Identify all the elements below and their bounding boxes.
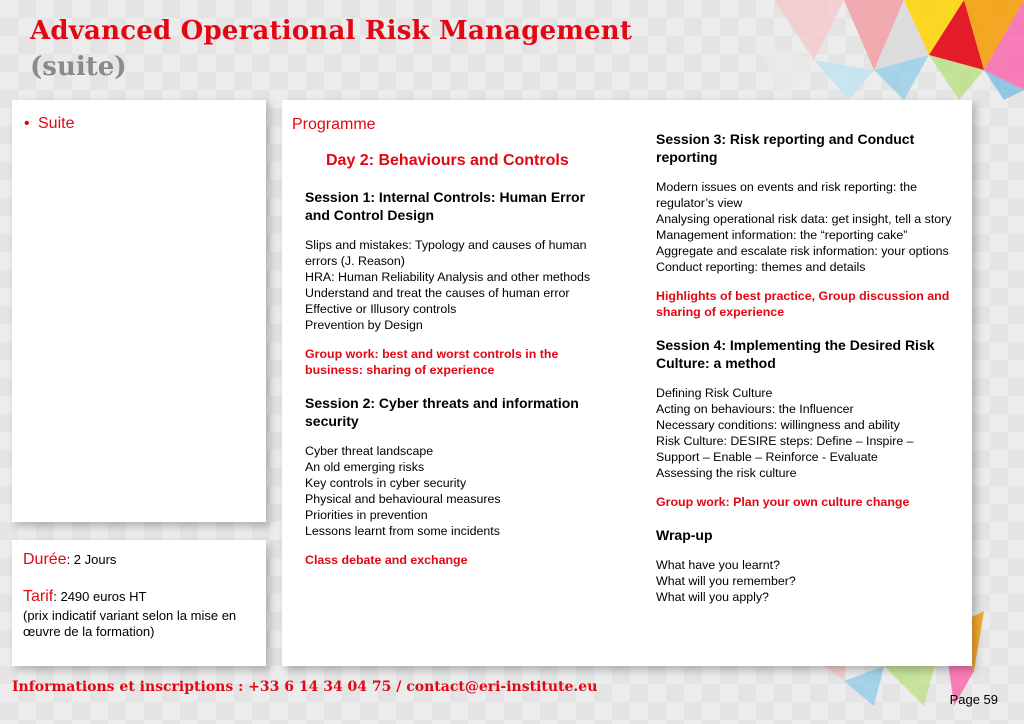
session-title: Session 4: Implementing the Desired Risk Culture: a method [656,337,935,371]
tarif-line [23,589,146,604]
session-items [305,237,605,333]
list-item: Cyber threat landscape [305,444,434,458]
list-item: Management information: the “reporting cake” [656,228,908,242]
list-item: Assessing the risk culture [656,466,797,480]
suite-label: Suite [38,115,75,132]
list-item: Modern issues on events and risk reporting: the regulator’s view [656,180,918,210]
programme-panel [282,100,972,666]
session-items [656,557,954,605]
page-number: Page 59 [949,692,998,707]
list-item: Understand and treat the causes of human error [305,286,570,300]
list-item: Conduct reporting: themes and details [656,260,866,274]
session-highlight: Group work: best and worst controls in the business: sharing of experience [305,347,559,377]
programme-right-column [656,130,954,618]
session-block [656,336,954,510]
session-block [656,130,954,320]
duree-value: : 2 Jours [66,552,117,567]
session-title: Session 2: Cyber threats and information security [305,395,579,429]
list-item: What will you apply? [656,590,769,604]
page-subtitle: (suite) [30,52,127,82]
left-panel [12,100,266,522]
list-item: Aggregate and escalate risk information: your options [656,244,949,258]
session-highlight: Class debate and exchange [305,553,468,567]
duree-line [23,552,116,567]
list-item: Slips and mistakes: Typology and causes of human errors (J. Reason) [305,238,587,268]
day-title: Day 2: Behaviours and Controls [326,152,569,169]
session-title: Session 1: Internal Controls: Human Error and Control Design [305,189,586,223]
contact-footer: Informations et inscriptions : +33 6 14 34 04 75 / contact@eri-institute.eu [12,679,598,695]
tarif-note-line-2: œuvre de la formation) [23,624,155,639]
session-highlight: Group work: Plan your own culture change [656,495,910,509]
session-items [656,179,954,275]
list-item: Prevention by Design [305,318,423,332]
list-item: Priorities in prevention [305,508,428,522]
list-item: What have you learnt? [656,558,780,572]
list-item: Acting on behaviours: the Influencer [656,402,854,416]
info-panel [12,540,266,666]
session-highlight: Highlights of best practice, Group discussion and sharing of experience [656,289,950,319]
page-title: Advanced Operational Risk Management [30,16,633,46]
list-item: Defining Risk Culture [656,386,773,400]
suite-bullet-item [24,115,74,133]
tarif-label: Tarif [23,588,54,605]
list-item: Key controls in cyber security [305,476,467,490]
bullet-icon: • [24,115,30,132]
decorative-polygon-art-top [754,0,1024,100]
session-title: Wrap-up [656,527,713,543]
session-block [305,394,605,568]
list-item: What will you remember? [656,574,796,588]
session-block [656,526,954,605]
list-item: Analysing operational risk data: get insight, tell a story [656,212,952,226]
programme-left-column [305,188,605,584]
list-item: Physical and behavioural measures [305,492,501,506]
list-item: Effective or Illusory controls [305,302,457,316]
programme-heading: Programme [292,116,376,133]
session-items [305,443,605,539]
list-item: Necessary conditions: willingness and ability [656,418,900,432]
tarif-note-line-1: (prix indicatif variant selon la mise en [23,608,237,623]
duree-label: Durée [23,551,67,568]
tarif-value: : 2490 euros HT [53,589,147,604]
list-item: HRA: Human Reliability Analysis and other methods [305,270,591,284]
session-block [305,188,605,378]
session-title: Session 3: Risk reporting and Conduct reporting [656,131,915,165]
list-item: Risk Culture: DESIRE steps: Define – Inspire – Support – Enable – Reinforce - Evaluate [656,434,914,464]
list-item: Lessons learnt from some incidents [305,524,500,538]
list-item: An old emerging risks [305,460,425,474]
session-items [656,385,954,481]
